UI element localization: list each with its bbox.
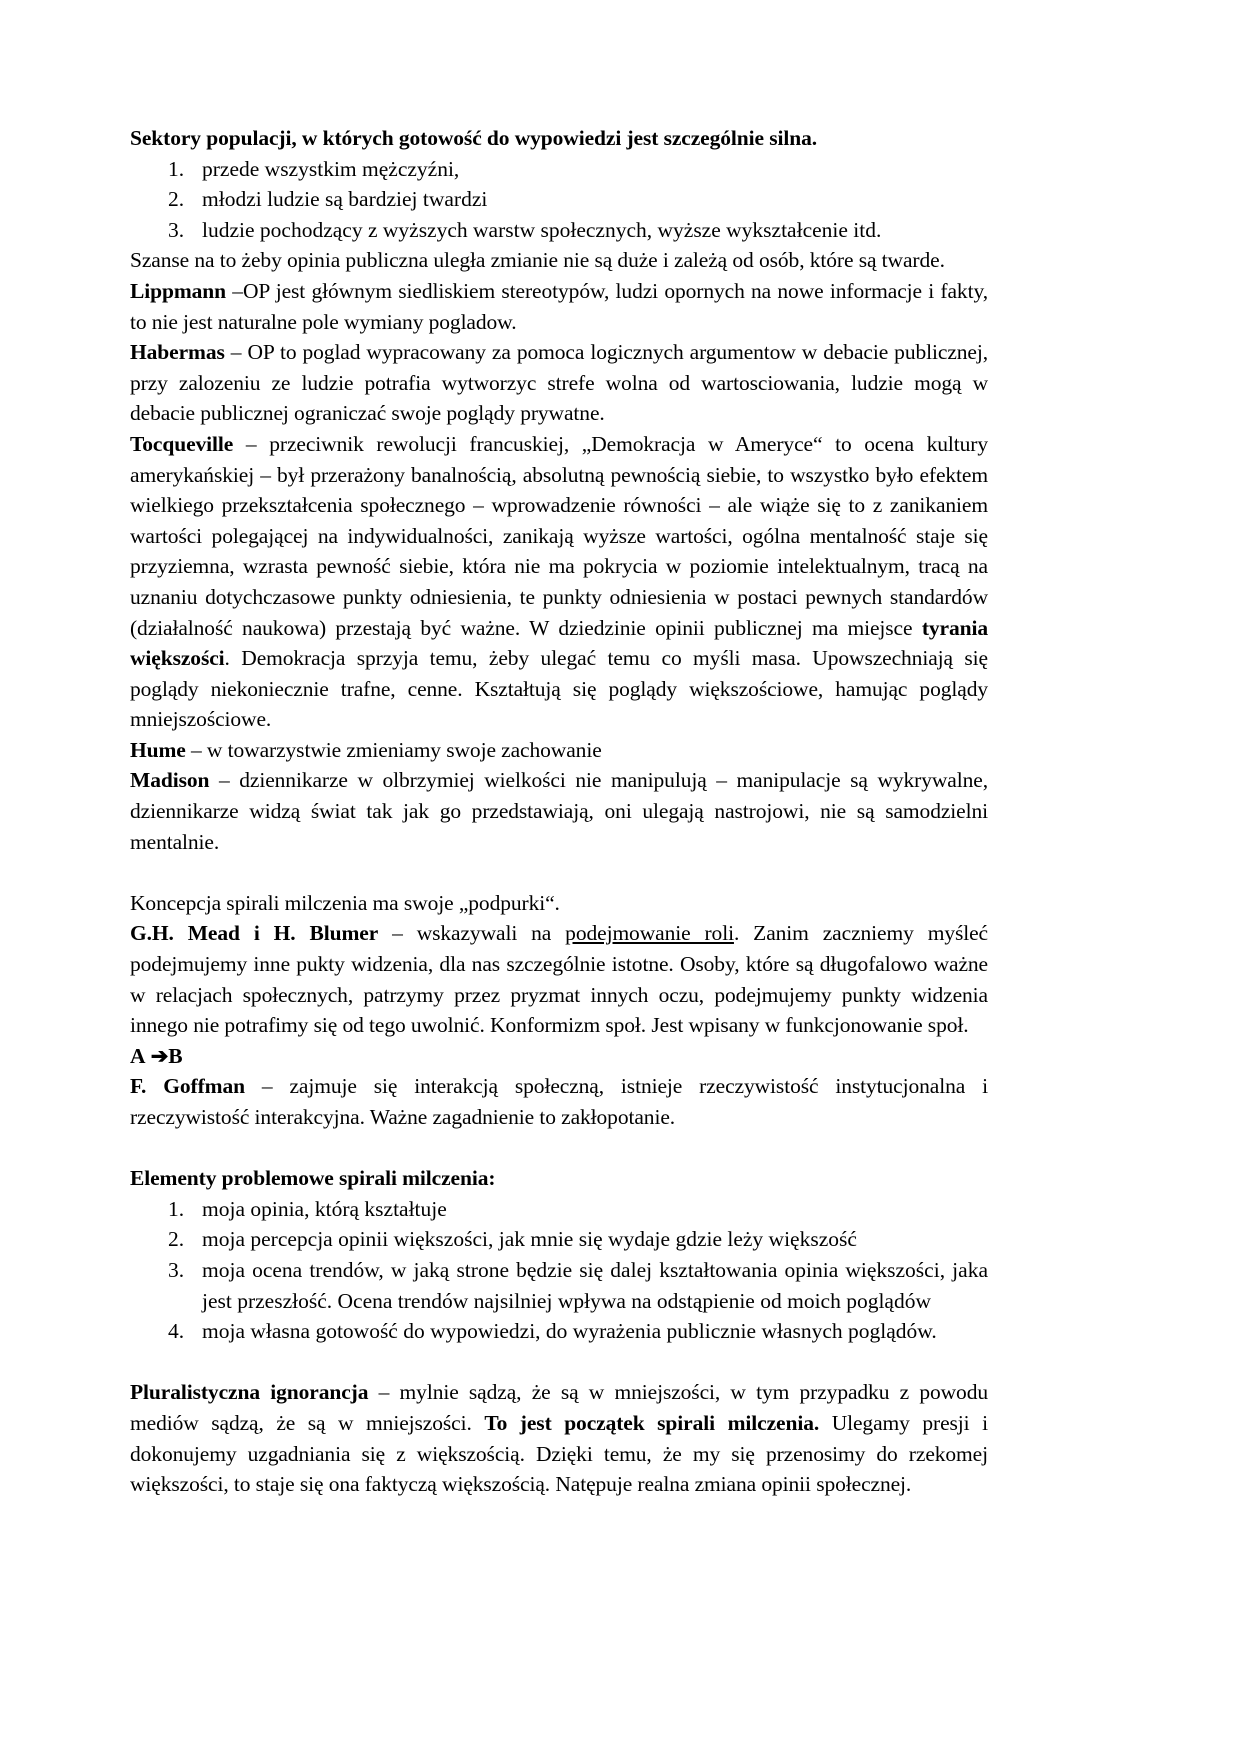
list-item-number: 1. bbox=[168, 156, 185, 181]
list-item-number: 1. bbox=[168, 1196, 185, 1221]
document-body bbox=[130, 123, 988, 1500]
term-pluralistyczna-ignorancja: Pluralistyczna ignorancja bbox=[130, 1380, 369, 1405]
list-item bbox=[130, 1194, 988, 1225]
arrow-right-icon: ➔ bbox=[150, 1043, 169, 1068]
list-item-text: moja ocena trendów, w jaką strone będzie się dalej kształtowania opinia większości, jaka jest przeszłość. Ocena trendów najsilniej wpływa na odstąpienie od moich poglądów bbox=[202, 1257, 988, 1313]
list-item-number: 4. bbox=[168, 1319, 185, 1344]
list-item bbox=[130, 154, 988, 185]
label-a: A bbox=[130, 1043, 146, 1068]
list-item bbox=[130, 215, 988, 246]
author-name-tocqueville: Tocqueville bbox=[130, 431, 234, 456]
paragraph-pluralistyczna-text-2: Ulegamy presji i dokonujemy uzgadniania się z większością. Dzięki temu, że my się przenosimy do rzekomej większości, to staje się ona faktyczą większością. Natępuje realna zmiana opinii społecznej. bbox=[130, 1410, 988, 1497]
paragraph-tocqueville-text-1: – przeciwnik rewolucji francuskiej, „Demokracja w Ameryce“ to ocena kultury amerykańskiej – był przerażony banalnością, absolutną pewnością siebie, to wszystko było efektem wielkiego przekształcenia społecznego – wprowadzenie równości – ale wiąże się to z zanikaniem wartości polegającej na indywidualności, zanikają wyższe wartości, ogólna mentalność staje się przyziemna, wzrasta pewność siebie, która nie ma pokrycia w poziomie intelektualnym, tracą na uznaniu dotychczasowe punkty odniesienia, te punkty odniesienia w postaci pewnych standardów (działalność naukowa) przestają być ważne. W dziedzinie opinii publicznej ma miejsce bbox=[130, 431, 988, 640]
paragraph-goffman bbox=[130, 1071, 988, 1132]
list-item bbox=[130, 1255, 988, 1316]
list-item-number: 2. bbox=[168, 1227, 185, 1252]
author-name-madison: Madison bbox=[130, 768, 210, 793]
numbered-list-sektory bbox=[130, 154, 988, 246]
list-item-text: moja opinia, którą kształtuje bbox=[202, 1196, 447, 1221]
author-name-habermas: Habermas bbox=[130, 340, 225, 365]
paragraph-spacer bbox=[130, 1347, 988, 1378]
paragraph-hume bbox=[130, 735, 988, 766]
list-item bbox=[130, 184, 988, 215]
paragraph-tocqueville-text-2: . Demokracja sprzyja temu, żeby ulegać temu co myśli masa. Upowszechniają się poglądy niekoniecznie trafne, cenne. Kształtują się poglądy większościowe, hamując poglądy mniejszościowe. bbox=[130, 646, 988, 732]
paragraph-spacer bbox=[130, 1133, 988, 1164]
heading-sektory-populacji bbox=[130, 123, 988, 154]
paragraph-mead-blumer bbox=[130, 918, 988, 1040]
paragraph-goffman-text: – zajmuje się interakcją społeczną, istnieje rzeczywistość instytucjonalna i rzeczywistość interakcyjna. Ważne zagadnienie to zakłopotanie. bbox=[130, 1074, 988, 1129]
list-item-text: moja percepcja opinii większości, jak mnie się wydaje gdzie leży większość bbox=[202, 1227, 857, 1252]
label-b: B bbox=[168, 1043, 183, 1068]
author-name-lippmann: Lippmann bbox=[130, 278, 227, 303]
list-item bbox=[130, 1224, 988, 1255]
paragraph-habermas-text: – OP to poglad wypracowany za pomoca logicznych argumentow w debacie publicznej, przy zalozeniu ze ludzie potrafia wytworzyc strefe wolna od wartosciowania, ludzie mogą w debacie publicznej ograniczać swoje poglądy prywatne. bbox=[130, 340, 988, 426]
emphasis-poczatek-spirali: To jest początek spirali milczenia. bbox=[484, 1410, 820, 1435]
heading-elementy-problemowe bbox=[130, 1163, 988, 1194]
heading-elementy-problemowe-text: Elementy problemowe spirali milczenia: bbox=[130, 1166, 496, 1191]
paragraph-lippmann bbox=[130, 276, 988, 337]
numbered-list-elementy bbox=[130, 1194, 988, 1347]
author-name-hume: Hume bbox=[130, 737, 186, 762]
paragraph-mead-text-1: – wskazywali na bbox=[378, 921, 566, 946]
paragraph-madison bbox=[130, 765, 988, 857]
paragraph-koncepcja: Koncepcja spirali milczenia ma swoje „podpurki“. bbox=[130, 890, 560, 915]
list-item-text: przede wszystkim mężczyźni, bbox=[202, 156, 460, 181]
list-item-number: 3. bbox=[168, 1257, 185, 1282]
emphasis-tyrania-wiekszosci: tyrania większości bbox=[130, 615, 988, 671]
underlined-podejmowanie-roli: podejmowanie roli bbox=[565, 921, 734, 946]
paragraph-habermas bbox=[130, 337, 988, 429]
line-a-arrow-b bbox=[130, 1041, 988, 1072]
paragraph-lippmann-text: –OP jest głównym siedliskiem stereotypów, ludzi opornych na nowe informacje i fakty, to nie jest naturalne pole wymiany pogladow. bbox=[130, 278, 988, 334]
paragraph-madison-text: – dziennikarze w olbrzymiej wielkości nie manipulują – manipulacje są wykrywalne, dziennikarze widzą świat tak jak go przedstawiają, oni ulegają nastrojowi, nie są samodzielni mentalnie. bbox=[130, 768, 988, 854]
paragraph-pluralistyczna-text-1: – mylnie sądzą, że są w mniejszości, w tym przypadku z powodu mediów sądzą, że są w mniejszości. bbox=[130, 1380, 988, 1435]
list-item-number: 3. bbox=[168, 217, 185, 242]
paragraph-tocqueville bbox=[130, 429, 988, 735]
paragraph-szanse: Szanse na to żeby opinia publiczna uległa zmianie nie są duże i zależą od osób, które są twarde. bbox=[130, 248, 945, 273]
paragraph-pluralistyczna-ignorancja bbox=[130, 1377, 988, 1499]
list-item-text: młodzi ludzie są bardziej twardzi bbox=[202, 187, 488, 212]
author-name-goffman: F. Goffman bbox=[130, 1074, 245, 1099]
list-item-text: moja własna gotowość do wypowiedzi, do wyrażenia publicznie własnych poglądów. bbox=[202, 1319, 937, 1344]
list-item-number: 2. bbox=[168, 187, 185, 212]
list-item-text: ludzie pochodzący z wyższych warstw społecznych, wyższe wykształcenie itd. bbox=[202, 217, 882, 242]
paragraph-mead-text-2: . Zanim zaczniemy myśleć podejmujemy inne pukty widzenia, dla nas szczególnie istotne. Osoby, które są długofalowo ważne w relacjach społecznych, patrzymy przez pryzmat innych oczu, podejmujemy punkty widzenia innego nie potrafimy się od tego uwolnić. Konformizm społ. Jest wpisany w funkcjonowanie społ. bbox=[130, 921, 988, 1038]
list-item bbox=[130, 1316, 988, 1347]
author-name-mead-blumer: G.H. Mead i H. Blumer bbox=[130, 921, 379, 946]
heading-sektory-populacji-text: Sektory populacji, w których gotowość do wypowiedzi jest szczególnie silna. bbox=[130, 126, 818, 150]
paragraph-spacer bbox=[130, 857, 988, 888]
paragraph-hume-text: – w towarzystwie zmieniamy swoje zachowanie bbox=[185, 737, 602, 762]
